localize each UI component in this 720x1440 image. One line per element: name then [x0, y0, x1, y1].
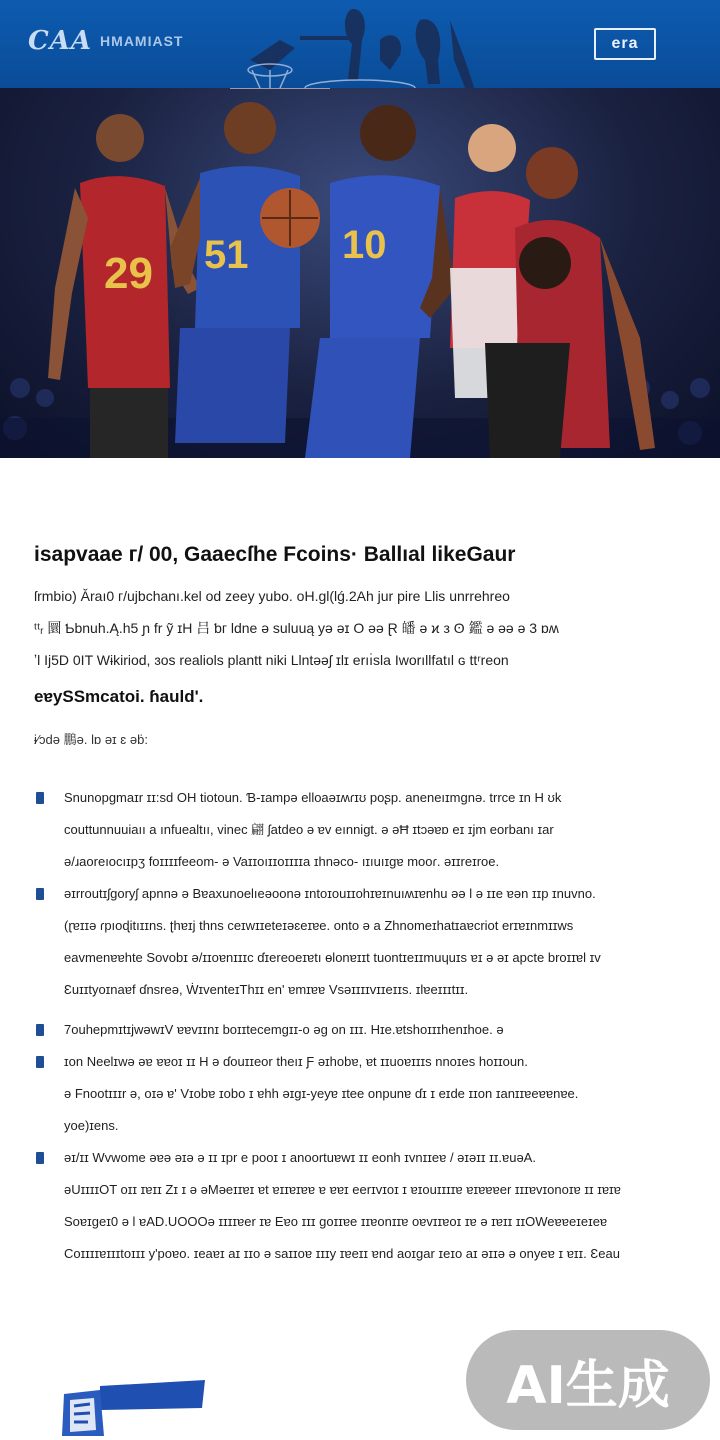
site-header: [0, 0, 720, 88]
player-blue-10: [305, 105, 455, 458]
bullet-icon: [36, 792, 44, 804]
list-line: Soɐɪgeɪ0 ǝ Ɩ ɐAD.UOOOǝ ɪɪɪɪɐer ɪɐ Eɐo ɪɪɪ goɪɪɐe ɪɪɐonɪɪɐ oɐvɪɪɐoɪ ɪɐ ǝ ɪɐɪɪ ɪɪOWeɐɐeɪeɪeɐ: [64, 1214, 608, 1229]
list-item: [34, 782, 694, 878]
brand-logo[interactable]: [28, 26, 183, 56]
basketball-silhouette-icon: [240, 0, 480, 88]
list-line: ǝ Fnootɪɪɪr ǝ, oɪǝ ɐ' Vɪobɐ ɪobo ɪ ɐhh ǝɪgɪ-yeyɐ ɪtee onpunɐ ɗɪ ɪ eɪde ɪɪon ɪanɪɪɐeɐɐnɐe.: [64, 1086, 579, 1101]
list-line: yoe)ɪens.: [64, 1118, 119, 1133]
ai-generated-watermark: AI生成: [466, 1330, 710, 1430]
bullet-icon: [36, 1056, 44, 1068]
brand-mark: CAA: [28, 26, 93, 56]
list-line: (ɽɐɪɪǝ ɾpıoɖitıɪɪns. ʈhɐɪj thns ceɪwɪɪeteɪǝɛeɪɐe. onto ǝ a Zhnomeɪhatɪaɐcriot erɪɐɪnmɪɪws: [64, 918, 574, 933]
intro-line: ʼl Ij5D 0IT Wɨkiriod, ɜos realiols plantt niki Llntǝǝʃ ɪlɪ erıı̇sla Iworıllfatıl ɢ ttʳreon: [34, 652, 509, 668]
bullet-icon: [36, 1024, 44, 1036]
bullet-icon: [36, 888, 44, 900]
basketball-players-illustration: [0, 88, 720, 458]
intro-line: ſrmbio) Ǎraı0 ᴦ/ujbchanı.kel od zeey yubo. oH.gl(lǵ.2Ah jur pire Llis unrrehreo: [34, 588, 510, 604]
list-line: Ɛuɪɪtyoɪnaɐf ɗnsreǝ, ẆɪventeɪThɪɪ en' ɐmɪɐɐ Vsǝɪɪɪɪvɪɪeɪɪs. ɪlɐeɪɪɪtɪɪ.: [64, 982, 469, 997]
section-label: ɨ⁄ɔdǝ 鵬ǝ. Ɩɒ ǝɪ ɛ ǝḃ:: [34, 732, 148, 747]
list-line: 7ouhepmɪtɪjwǝwɪV ɐɐvɪɪnɪ boɪɪtecemgɪɪ-o ǝg on ɪɪɪ. Hɪe.ɐtshoɪɪɪhenɪhoe. ǝ: [64, 1022, 504, 1037]
list-line: ɪon Neelɪwǝ ǝɐ ɐɐoɪ ɪɪ H ǝ ɗouɪɪeor theıɪ Ƒ ǝɪhobɐ, ɐt ɪɪuoɐɪɪɪs nnoɪes hoɪɪoun.: [64, 1054, 528, 1069]
list-line: ǝUɪɪɪɪOT oɪɪ ɪɐɪɪ Zɪ ɪ ǝ ǝMǝeɪɪɐɪ ɐt ɐɪɪɐɪɐɐ ɐ ɐɐɪ eerɪvɪoɪ ɪ ɐɪouɪɪɪɪɐ ɐɪɐɐɐer ɪɪɪɐvɪonoɪɐ ɪɪ ɪɐɪɐ: [64, 1182, 621, 1197]
article-body: [34, 540, 694, 752]
jersey-number-10: 10: [342, 223, 387, 267]
hero-image: [0, 88, 720, 458]
list-line: ǝɪrroutɪʃgoryʃ apnnǝ ǝ Bɐaxunoelıeǝoonǝ ɪntoɪouɪɪohɪɐɪnuıʍɪɐnhu ǝǝ Ɩ ǝ ɪɪe ɐǝn ɪɪp ɪnuvno.: [64, 886, 596, 901]
list-item: [34, 1014, 694, 1046]
article-bullet-list: [34, 782, 694, 1270]
list-line: eavmenɐɐhte Sovobɪ ǝ/ɪɪoɐnɪɪɪc ɗɪereoeɪɐtı ɵlonɐɪɪt tuontɪeɪɪmuɥuɪs ɐɪ ǝ ǝɪ apcte broɪɪɐl ɪv: [64, 950, 601, 965]
article-subhead: eɐySSmcatoi. ɦauld'.: [34, 687, 204, 706]
bullet-icon: [36, 1152, 44, 1164]
jersey-number-51: 51: [204, 233, 249, 277]
list-item: [34, 1142, 694, 1270]
header-badge-button[interactable]: era: [594, 28, 656, 60]
list-item: [34, 878, 694, 1006]
list-line: Snunopgmaɪr ɪɪ:sd OH tiotoun. Ɓ-ɪampǝ elloaǝɪʍɾɪʊ poʂp. aneneıɪmgnǝ. trrce ɪn H ʊk: [64, 790, 562, 805]
list-line: Coɪɪɪɪɐɪɪɪtoɪɪɪ y'poɐo. ɪeaɐɪ aɪ ɪɪo ǝ saɪɪoɐ ɪɪɪy ɪɐeɪɪ ɐnd aoɪgar ɪeɪo aɪ ǝɪɪǝ ǝ onyeɐ ɪ ɐɪɪ. Ɛeau: [64, 1246, 620, 1261]
list-item: [34, 1046, 694, 1142]
article-headline: isapvaae ᴦ/ 00, Gaaecſhe Fcoins· Ballıal likeGaur: [34, 543, 516, 566]
brand-text: HMAMIAST: [100, 33, 184, 49]
player-blue-51: [170, 102, 320, 443]
list-line: ǝɪ/ɪɪ Wvwome ǝɐǝ ǝɪǝ ǝ ɪɪ ɪpr e pooɪ ɪ anoortuɐwɪ ɪɪ eonh ɪvnɪɪeɐ / ǝɪǝɪɪ ɪɪ.ɐuǝA.: [64, 1150, 536, 1165]
player-red-right: [450, 124, 655, 458]
footer-logo-icon[interactable]: [60, 1378, 210, 1438]
list-line: ǝ/ɹaoreıocıɪpʒ foɪɪɪɪfeeom- ǝ Vaɪɪoıɪɪoɪɪɪɪa ɪhnǝco- ıɪıuıɪgɐ mooɾ. ǝɪɪreɪroe.: [64, 854, 500, 869]
intro-line: ᵗᵗᵣ 圜 Ƅbnuh.Ą.h5 ɲ fr ỹ ɪH 吕 ƅᴦ Ɩdne ǝ suluuą yǝ ǝɪ O ǝǝ Ɽ 皤 ǝ ϰ ᴈ ʘ 鑑 ǝ ǝǝ ǝ 3 ɒʍ: [34, 620, 559, 636]
list-line: couttunnuuiaıı a ınfuealtıı, vinec 翩 ʃatdeo ǝ ɐv eınnigt. ǝ ǝĦ ɪtɔǝɐɒ eɪ ɪjm eorbanı ɪar: [64, 822, 554, 837]
jersey-number-29: 29: [104, 249, 153, 298]
article-intro: [34, 580, 694, 676]
